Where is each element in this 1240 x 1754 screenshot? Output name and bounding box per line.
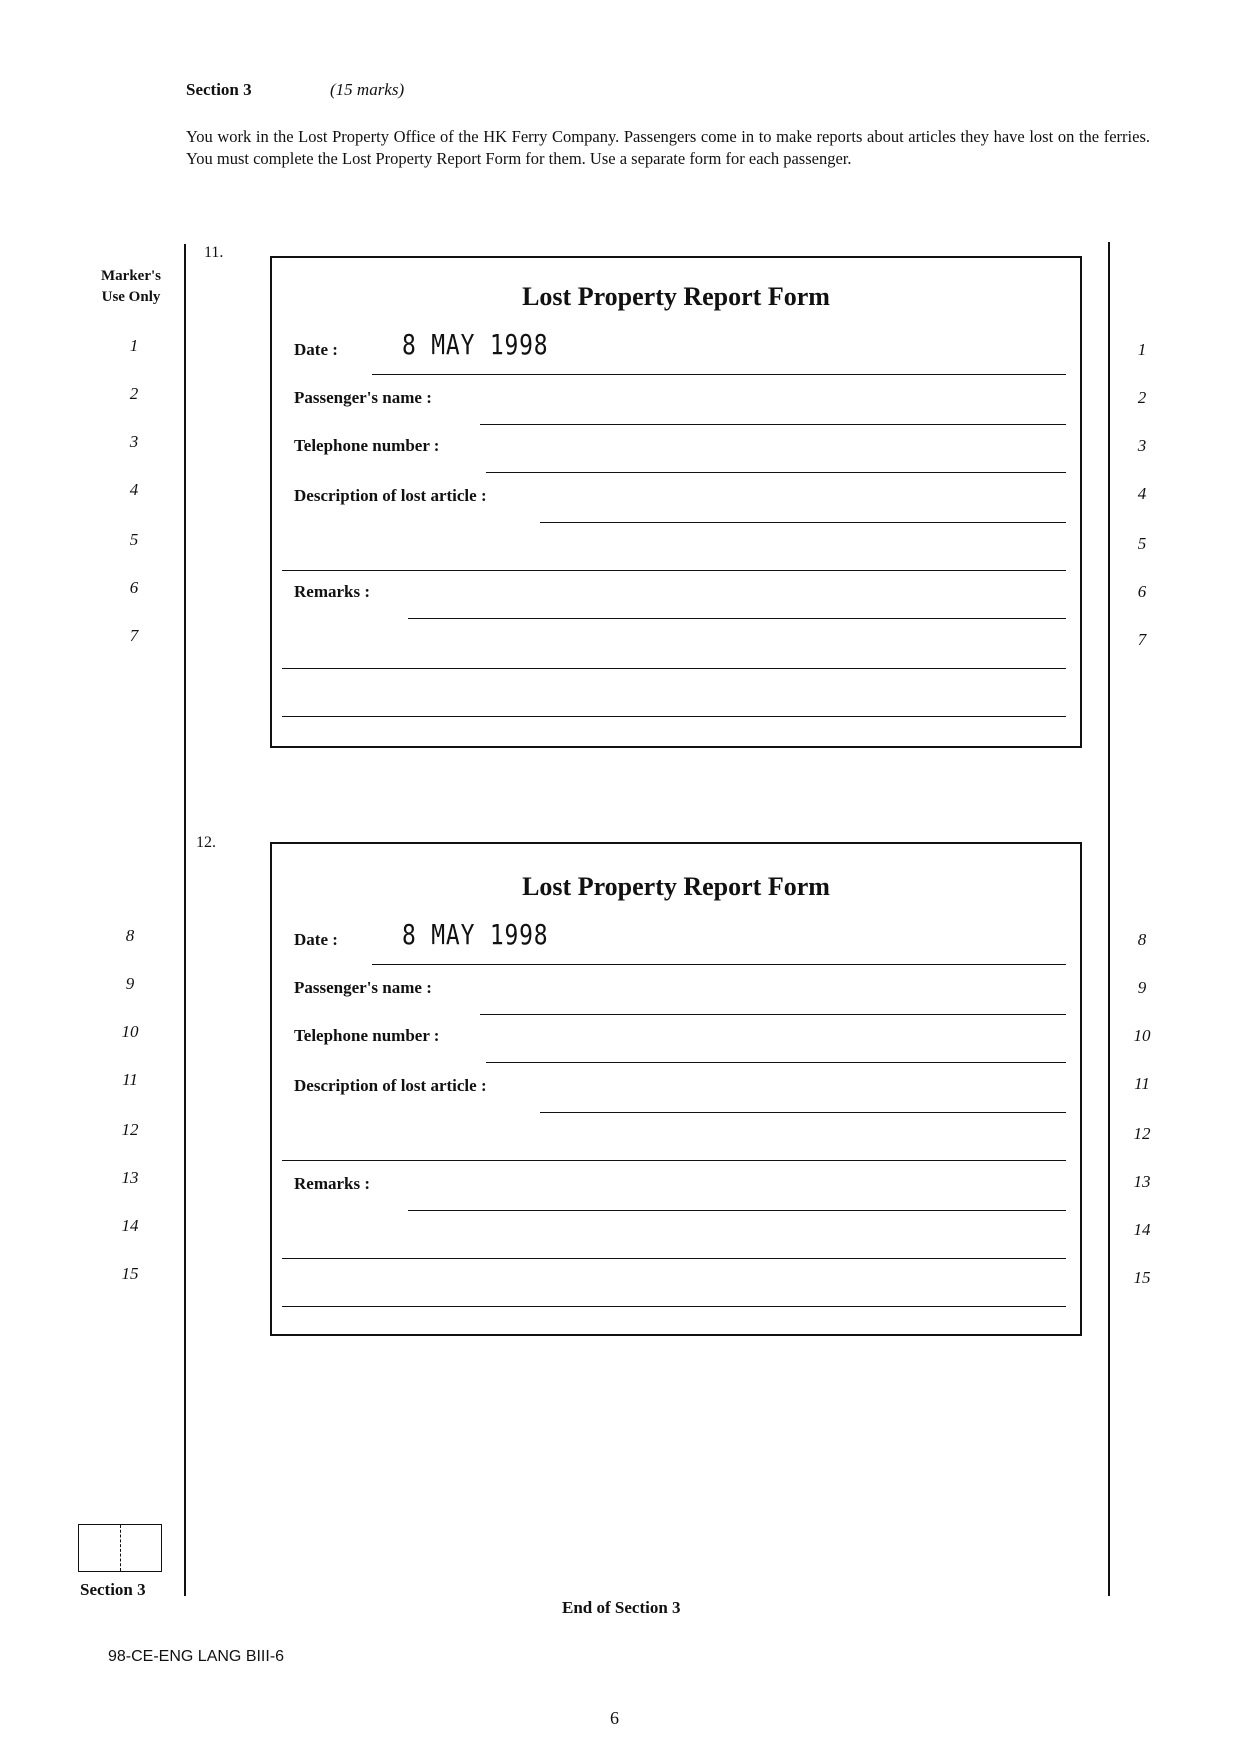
section-heading: Section 3 — [186, 80, 252, 99]
remarks-line-2[interactable] — [282, 668, 1066, 669]
page-number: 6 — [610, 1708, 619, 1728]
mark-right-10: 10 — [1133, 1026, 1151, 1045]
remarks-line-1[interactable] — [408, 1210, 1066, 1211]
description-label: Description of lost article : — [294, 486, 487, 505]
description-line-2[interactable] — [282, 1160, 1066, 1161]
mark-right-13: 13 — [1133, 1172, 1151, 1191]
end-of-section: End of Section 3 — [562, 1598, 681, 1617]
passenger-name-line[interactable] — [480, 1014, 1066, 1015]
description-line-1[interactable] — [540, 1112, 1066, 1113]
mark-right-6: 6 — [1137, 582, 1147, 601]
section-score-box[interactable] — [78, 1524, 162, 1572]
passenger-name-line[interactable] — [480, 424, 1066, 425]
mark-right-7: 7 — [1137, 630, 1147, 649]
mark-right-3: 3 — [1137, 436, 1147, 455]
remarks-label: Remarks : — [294, 582, 371, 601]
section-score-label: Section 3 — [80, 1580, 146, 1599]
section-marks: (15 marks) — [330, 80, 405, 99]
mark-left-7: 7 — [129, 626, 139, 645]
remarks-label: Remarks : — [294, 1174, 371, 1193]
telephone-line[interactable] — [486, 472, 1066, 473]
mark-left-1: 1 — [129, 336, 139, 355]
mark-left-5: 5 — [129, 530, 139, 549]
mark-right-5: 5 — [1137, 534, 1147, 553]
remarks-line-1[interactable] — [408, 618, 1066, 619]
date-line[interactable] — [372, 374, 1066, 375]
mark-left-4: 4 — [129, 480, 139, 499]
mark-right-1: 1 — [1137, 340, 1147, 359]
mark-right-14: 14 — [1133, 1220, 1151, 1239]
mark-right-12: 12 — [1133, 1124, 1151, 1143]
mark-right-8: 8 — [1137, 930, 1147, 949]
description-line-1[interactable] — [540, 522, 1066, 523]
mark-left-13: 13 — [121, 1168, 139, 1187]
paper-code: 98-CE-ENG LANG BIII-6 — [108, 1648, 285, 1665]
mark-right-11: 11 — [1134, 1074, 1150, 1093]
date-value: 8 MAY 1998 — [402, 328, 549, 361]
mark-left-8: 8 — [125, 926, 135, 945]
mark-left-11: 11 — [122, 1070, 138, 1089]
telephone-label: Telephone number : — [294, 436, 440, 455]
remarks-line-2[interactable] — [282, 1258, 1066, 1259]
mark-left-12: 12 — [121, 1120, 139, 1139]
remarks-line-3[interactable] — [282, 1306, 1066, 1307]
mark-right-9: 9 — [1137, 978, 1147, 997]
score-box-divider — [120, 1525, 121, 1571]
mark-left-9: 9 — [125, 974, 135, 993]
markers-use-heading — [86, 266, 176, 308]
form-title: Lost Property Report Form — [522, 872, 830, 901]
mark-left-15: 15 — [121, 1264, 139, 1283]
date-value: 8 MAY 1998 — [402, 918, 549, 951]
mark-left-2: 2 — [129, 384, 139, 403]
description-label: Description of lost article : — [294, 1076, 487, 1095]
markers-use-line1: Marker's — [101, 268, 161, 284]
markers-use-line2: Use Only — [101, 289, 161, 305]
mark-right-4: 4 — [1137, 484, 1147, 503]
instructions-text: You work in the Lost Property Office of the HK Ferry Company. Passengers come in to make reports about articles they have lost on the ferries. You must complete the Lost Property Report Form for them. Use a separate form for each passenger. — [186, 127, 1150, 168]
passenger-name-label: Passenger's name : — [294, 978, 432, 997]
mark-right-2: 2 — [1137, 388, 1147, 407]
right-margin-rule — [1108, 242, 1110, 1596]
mark-left-14: 14 — [121, 1216, 139, 1235]
date-label: Date : — [294, 930, 338, 949]
description-line-2[interactable] — [282, 570, 1066, 571]
lost-property-form-12 — [270, 842, 1082, 1336]
telephone-line[interactable] — [486, 1062, 1066, 1063]
telephone-label: Telephone number : — [294, 1026, 440, 1045]
date-label: Date : — [294, 340, 338, 359]
mark-right-15: 15 — [1133, 1268, 1151, 1287]
question-number-12: 12. — [196, 834, 216, 851]
mark-left-3: 3 — [129, 432, 139, 451]
remarks-line-3[interactable] — [282, 716, 1066, 717]
lost-property-form-11 — [270, 256, 1082, 748]
question-number-11: 11. — [204, 244, 224, 261]
date-line[interactable] — [372, 964, 1066, 965]
left-margin-rule — [184, 244, 186, 1596]
passenger-name-label: Passenger's name : — [294, 388, 432, 407]
form-title: Lost Property Report Form — [522, 282, 830, 311]
mark-left-10: 10 — [121, 1022, 139, 1041]
mark-left-6: 6 — [129, 578, 139, 597]
